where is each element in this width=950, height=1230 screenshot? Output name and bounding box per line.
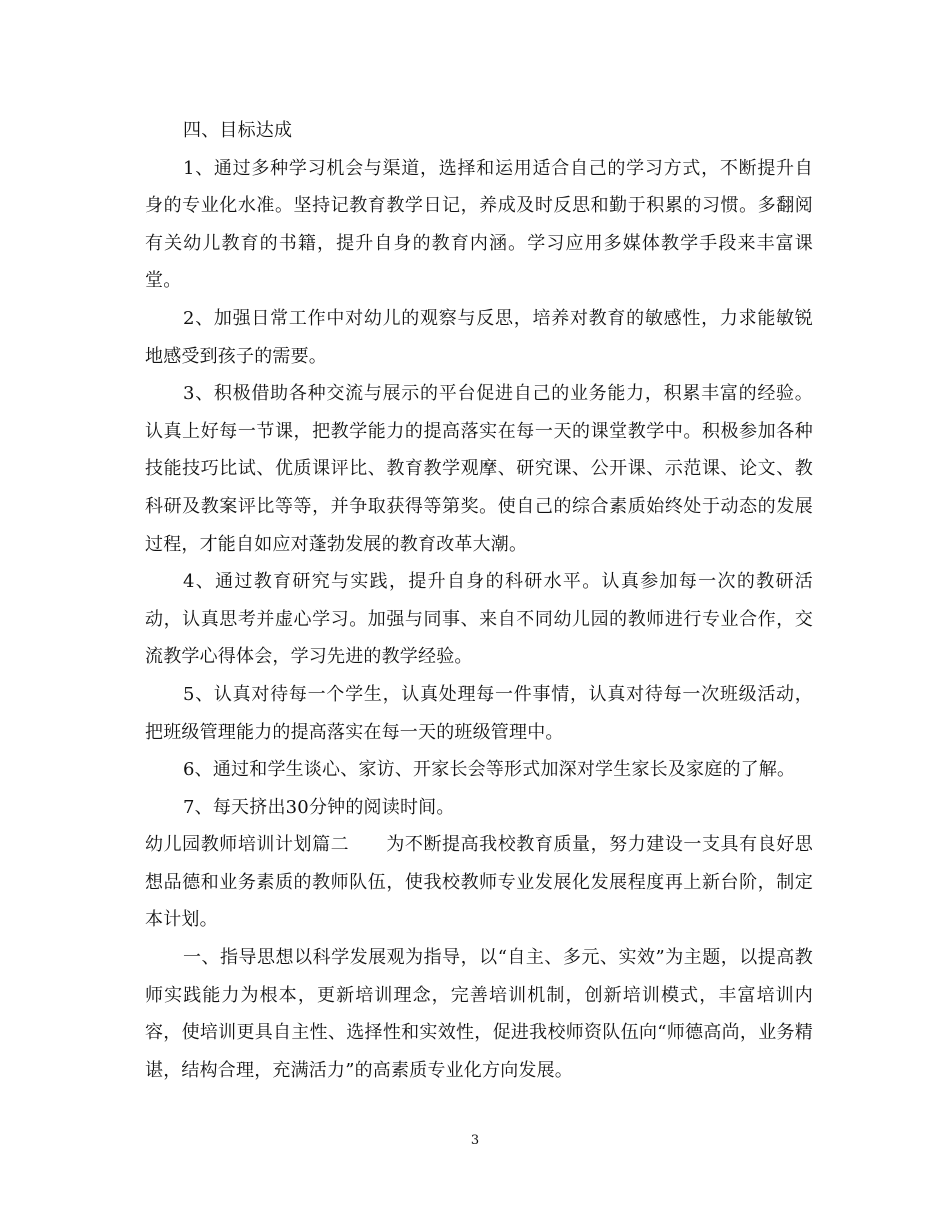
goal-item-2: 2、加强日常工作中对幼儿的观察与反思，培养对教育的敏感性，力求能敏锐地感受到孩子的需要。 <box>145 307 813 367</box>
goal-item-1: 1、通过多种学习机会与渠道，选择和运用适合自己的学习方式，不断提升自身的专业化水准。坚持记教育教学日记，养成及时反思和勤于积累的习惯。多翻阅有关幼儿教育的书籍，提升自身的教育内涵。学习应用多媒体教学手段来丰富课堂。 <box>145 157 813 292</box>
goal-item-6: 6、通过和学生谈心、家访、开家长会等形式加深对学生家长及家庭的了解。 <box>183 759 796 781</box>
document-body <box>145 112 813 1089</box>
section-heading-goal-achievement: 四、目标达成 <box>183 120 293 141</box>
page-number: 3 <box>470 1133 480 1148</box>
goal-item-4: 4、通过教育研究与实践，提升自身的科研水平。认真参加每一次的教研活动，认真思考并虚心学习。加强与同事、来自不同幼儿园的教师进行专业合作，交流教学心得体会，学习先进的教学经验。 <box>145 571 813 668</box>
guiding-ideology-paragraph: 一、指导思想以科学发展观为指导，以“自主、多元、实效”为主题，以提高教师实践能力为根本，更新培训理念，完善培训机制，创新培训模式，丰富培训内容，使培训更具自主性、选择性和实效性，促进我校师资队伍向“师德高尚，业务精谌，结构合理，充满活力”的高素质专业化方向发展。 <box>145 947 813 1081</box>
goal-item-7: 7、每天挤出30分钟的阅读时间。 <box>183 796 455 818</box>
goal-item-5: 5、认真对待每一个学生，认真处理每一件事情，认真对待每一次班级活动，把班级管理能力的提高落实在每一天的班级管理中。 <box>145 683 813 743</box>
plan-part-two-intro: 幼儿园教师培训计划篇二 为不断提高我校教育质量，努力建设一支具有良好思想品德和业务素质的教师队伍，使我校教师专业发展化发展程度再上新台阶，制定本计划。 <box>145 834 813 931</box>
goal-item-3: 3、积极借助各种交流与展示的平台促进自己的业务能力，积累丰富的经验。认真上好每一节课，把教学能力的提高落实在每一天的课堂教学中。积极参加各种技能技巧比试、优质课评比、教育教学观摩、研究课、公开课、示范课、论文、教科研及教案评比等等，并争取获得等第奖。使自己的综合素质始终处于动态的发展过程，才能自如应对蓬勃发展的教育改革大潮。 <box>145 383 813 555</box>
